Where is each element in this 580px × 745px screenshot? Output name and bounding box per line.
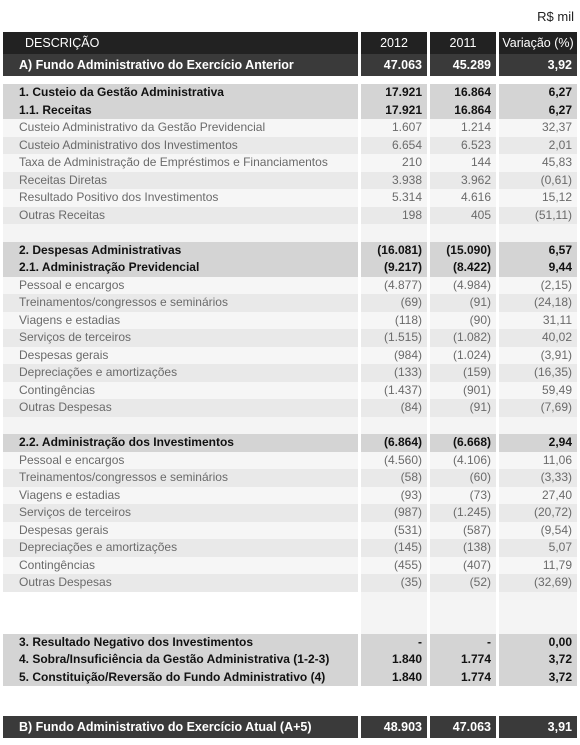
value-2012: (118) [394,312,422,327]
value-2012: 210 [401,155,422,169]
value-2011: (15.090) [446,242,491,257]
value-2012: 198 [401,207,422,222]
variation-percent: 3,72 [548,652,572,666]
value-2011: (52) [469,575,491,589]
value-2011: (91) [469,400,491,414]
row-description: Pessoal e encargos [19,452,125,467]
value-2012: 48.903 [383,720,422,734]
row-blank [3,592,577,634]
variation-percent: 5,07 [548,540,572,554]
value-2011: (1.024) [452,347,491,362]
row-description: Despesas gerais [19,347,109,362]
value-2011: (138) [462,540,491,554]
table-body [3,54,577,738]
row-description: A) Fundo Administrativo do Exercício Anterior [19,58,294,72]
value-2011: (407) [462,557,491,572]
variation-percent: 11,06 [542,452,572,467]
table-row [3,651,577,669]
row-description: Depreciações e amortizações [19,365,178,379]
value-2012: (531) [393,522,422,537]
value-2011: 16.864 [454,102,491,117]
value-2012: 6.654 [391,137,422,152]
table-row [3,487,577,505]
table-row [3,557,577,575]
table-row [3,364,577,382]
row-description: Despesas gerais [19,522,109,537]
value-2011: - [487,634,491,649]
row-description: Receitas Diretas [19,172,108,187]
header-descricao: DESCRIÇÃO [25,36,100,50]
table-row [3,312,577,330]
table-row [3,469,577,487]
variation-percent: (24,18) [533,295,572,309]
header-2012: 2012 [380,36,408,50]
value-2011: 1.774 [460,652,491,666]
value-2012: (6.864) [383,435,422,449]
value-2011: (60) [469,470,491,484]
table-row [3,347,577,365]
variation-percent: (9,54) [540,522,572,537]
row-description: Resultado Positivo dos Investimentos [19,190,219,204]
unit-label: R$ mil [537,9,574,24]
row-description: 2.1. Administração Previdencial [19,260,200,274]
table-row [3,154,577,172]
value-2012: (84) [400,400,422,414]
value-2011: 1.214 [460,120,491,134]
variation-percent: (3,33) [540,470,572,484]
row-description: Pessoal e encargos [19,277,125,292]
value-2012: (133) [393,365,422,379]
table-row [3,242,577,260]
variation-percent: (0,61) [540,172,572,187]
variation-percent: 31,11 [542,312,572,327]
row-description: Viagens e estadias [19,312,121,327]
value-2012: - [418,634,422,649]
row-description: Taxa de Administração de Empréstimos e Financiamentos [19,155,328,169]
value-2011: 47.063 [452,720,491,734]
row-description: Serviços de terceiros [19,330,132,344]
value-2011: (587) [462,522,491,537]
table-row [3,172,577,190]
row-blank [3,224,577,242]
variation-percent: 2,94 [548,435,572,449]
value-2011: 405 [470,207,491,222]
row-description: Serviços de terceiros [19,505,132,519]
table-row [3,504,577,522]
value-2012: (455) [393,557,422,572]
row-blank [3,686,577,716]
row-description: Outras Despesas [19,575,112,589]
row-description: Outras Despesas [19,400,112,414]
row-description: Custeio Administrativo da Gestão Previdencial [19,120,266,134]
table-row [3,329,577,347]
table-row [3,294,577,312]
value-2012: (9.217) [383,260,422,274]
variation-percent: 6,27 [548,102,572,117]
variation-percent: 11,79 [542,557,572,572]
value-2011: (4.106) [452,452,491,467]
table-row [3,539,577,557]
table-row [3,716,577,738]
variation-percent: (7,69) [540,400,572,414]
variation-percent: (32,69) [533,575,572,589]
value-2012: 3.938 [391,172,422,187]
table-header [3,32,577,54]
variation-percent: (20,72) [533,505,572,519]
value-2011: (1.245) [452,505,491,519]
row-description: 1. Custeio da Gestão Administrativa [19,85,224,99]
value-2012: (1.437) [383,382,422,397]
value-2011: (91) [469,295,491,309]
row-description: B) Fundo Administrativo do Exercício Atual (A+5) [19,720,312,734]
table-row [3,137,577,155]
row-spacer [3,76,577,84]
value-2011: 3.962 [460,172,491,187]
value-2012: 5.314 [391,190,422,204]
row-description: 3. Resultado Negativo dos Investimentos [19,634,254,649]
variation-percent: 45,83 [541,155,572,169]
variation-percent: (51,11) [534,207,572,222]
value-2012: (16.081) [377,242,422,257]
value-2011: (90) [469,312,491,327]
value-2012: 1.607 [391,120,422,134]
row-blank [3,417,577,435]
value-2012: (987) [393,505,422,519]
value-2012: 17.921 [385,102,422,117]
value-2011: 1.774 [460,669,491,684]
variation-percent: 59,49 [541,382,572,397]
table-row [3,399,577,417]
table-row [3,382,577,400]
value-2011: (901) [462,382,491,397]
value-2012: 1.840 [391,669,422,684]
row-description: 1.1. Receitas [19,102,92,117]
value-2012: (93) [400,487,422,502]
row-description: Contingências [19,557,96,572]
value-2012: (35) [400,575,422,589]
value-2011: (4.984) [452,277,491,292]
value-2011: (73) [469,487,491,502]
table-row [3,84,577,102]
row-description: 2. Despesas Administrativas [19,242,182,257]
value-2011: 45.289 [452,58,491,72]
value-2011: (159) [462,365,491,379]
variation-percent: 3,91 [547,720,572,734]
value-2012: (1.515) [383,330,422,344]
variation-percent: (2,15) [540,277,572,292]
row-description: 2.2. Administração dos Investimentos [19,435,234,449]
row-description: Viagens e estadias [19,487,121,502]
table-row [3,277,577,295]
table-row [3,669,577,687]
row-description: 4. Sobra/Insuficiência da Gestão Administrativa (1-2-3) [19,652,330,666]
variation-percent: 2,01 [548,137,572,152]
table-row [3,259,577,277]
value-2011: (1.082) [452,330,491,344]
header-variacao: Variação (%) [502,36,574,50]
variation-percent: (3,91) [540,347,572,362]
value-2012: (145) [393,540,422,554]
value-2012: (58) [400,470,422,484]
variation-percent: 32,37 [541,120,572,134]
variation-percent: 3,92 [547,58,572,72]
variation-percent: 3,72 [548,669,572,684]
variation-percent: 15,12 [541,190,572,204]
table-row [3,119,577,137]
value-2011: (6.668) [452,435,491,449]
value-2012: (69) [400,295,422,309]
value-2012: (984) [393,347,422,362]
value-2011: (8.422) [452,260,491,274]
table-row [3,54,577,76]
value-2011: 6.523 [460,137,491,152]
variation-percent: 27,40 [541,487,572,502]
value-2012: (4.560) [383,452,422,467]
variation-percent: 0,00 [548,634,572,649]
row-description: Outras Receitas [19,207,106,222]
table-row [3,452,577,470]
table-row [3,522,577,540]
variation-percent: (16,35) [533,365,572,379]
value-2011: 16.864 [454,85,491,99]
row-description: Treinamentos/congressos e seminários [19,295,228,309]
row-description: Treinamentos/congressos e seminários [19,470,228,484]
variation-percent: 6,27 [548,85,572,99]
row-description: Custeio Administrativo dos Investimentos [19,137,238,152]
value-2012: 17.921 [385,85,422,99]
header-2011: 2011 [449,36,477,50]
table-row [3,434,577,452]
variation-percent: 9,44 [548,260,572,274]
row-description: Contingências [19,382,96,397]
row-description: 5. Constituição/Reversão do Fundo Administrativo (4) [19,669,326,684]
row-description: Depreciações e amortizações [19,540,178,554]
value-2012: (4.877) [383,277,422,292]
table-row [3,574,577,592]
value-2012: 1.840 [391,652,422,666]
table-row [3,189,577,207]
table-row [3,102,577,120]
table-row [3,207,577,225]
variation-percent: 6,57 [548,242,572,257]
financial-table [3,32,577,738]
table-row [3,634,577,652]
variation-percent: 40,02 [541,330,572,344]
value-2011: 144 [470,155,491,169]
value-2011: 4.616 [460,190,491,204]
value-2012: 47.063 [383,58,422,72]
